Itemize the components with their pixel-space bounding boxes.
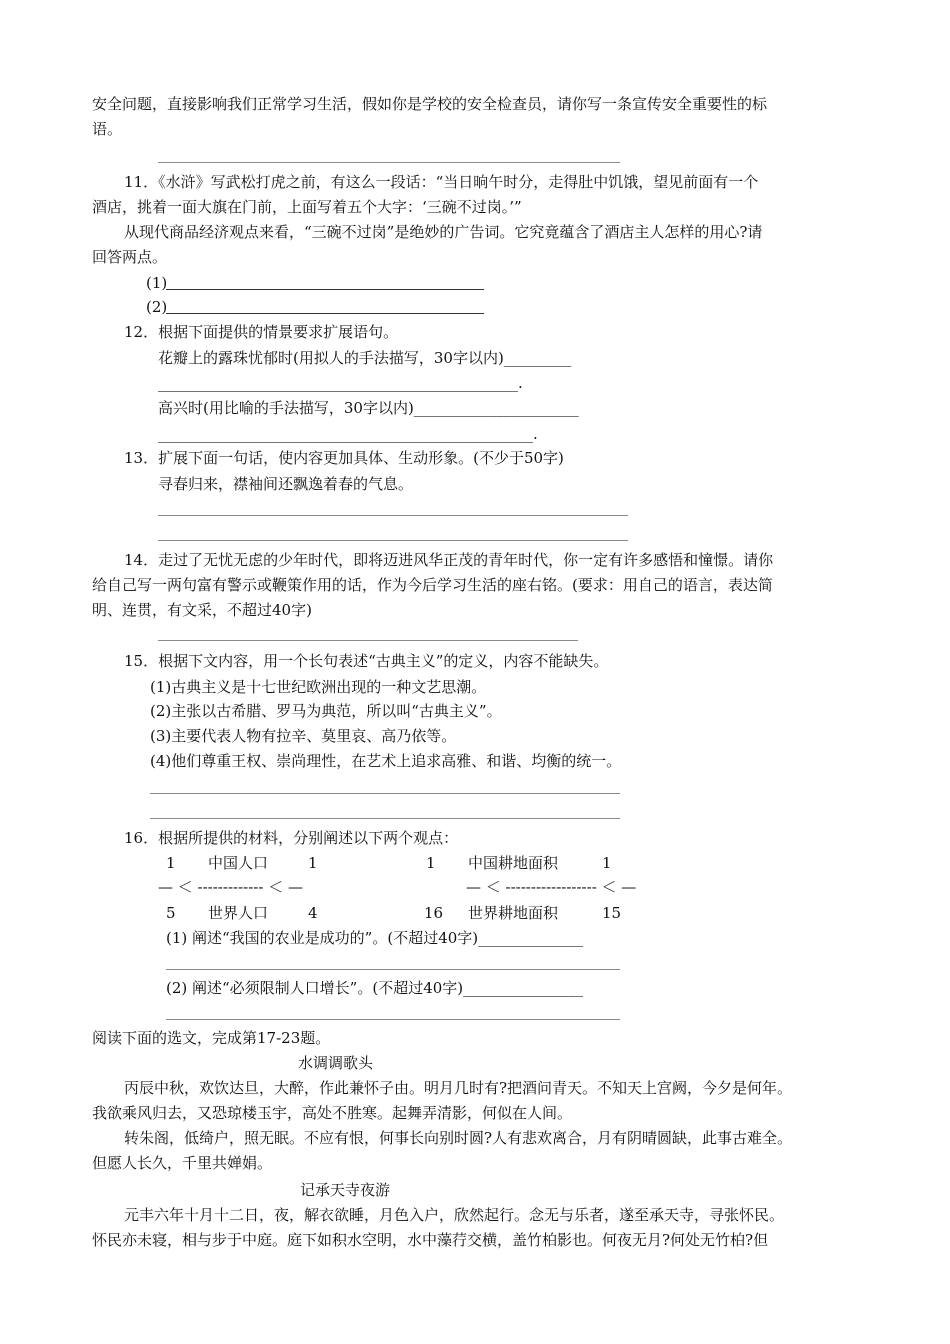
q16-sub-2: (2) 阐述“必须限制人口增长”。(不超过40字)________________	[166, 979, 584, 997]
q11-option-1-label: (1)	[146, 274, 168, 292]
q16-right-bottom-label: 世界耕地面积	[468, 904, 559, 922]
q13-line-2: 寻春归来，襟袖间还飘逸着春的气息。	[158, 475, 414, 493]
q16-right-top-label: 中国耕地面积	[468, 854, 559, 872]
poem-para-1-line-1: 丙辰中秋，欢饮达旦，大醉，作此兼怀子由。明月几时有?把酒问青天。不知天上宫阙，今夕是何年。	[124, 1079, 793, 1097]
q16-left-bottom-right-number: 4	[308, 904, 318, 922]
q11-line-2: 酒店，挑着一面大旗在门前，上面写着五个大字：‘三碗不过岗。’”	[92, 198, 522, 216]
q15-answer-line-2[interactable]	[150, 818, 620, 819]
q16-left-bottom-label: 世界人口	[208, 904, 269, 922]
q15-answer-line-1[interactable]	[150, 793, 620, 794]
poem-para-2-line-1: 转朱阁，低绮户，照无眠。不应有恨，何事长向别时圆?人有悲欢离合，月有阴晴圆缺，此事古难全。	[124, 1129, 793, 1147]
prose-line-1: 元丰六年十月十二日，夜，解衣欲睡，月色入户，欣然起行。念无与乐者，遂至承天寺，寻张怀民。	[124, 1206, 785, 1224]
q16-answer-line-1[interactable]	[166, 969, 620, 970]
q14-answer-line[interactable]	[158, 640, 578, 641]
poem-title: 水调调歌头	[298, 1054, 374, 1072]
q11-line-4: 回答两点。	[92, 248, 168, 266]
poem-para-1-line-2: 我欲乘风归去，又恐琼楼玉宇，高处不胜寒。起舞弄清影，何似在人间。	[92, 1104, 573, 1122]
q16-right-bottom-number: 16	[424, 904, 444, 922]
q11-answer-line-2[interactable]	[166, 313, 484, 314]
q15-item-2: (2)主张以古希腊、罗马为典范，所以叫“古典主义”。	[150, 702, 502, 720]
q16-sub-1: (1) 阐述“我国的农业是成功的”。(不超过40字)______________	[166, 929, 584, 947]
q13-answer-line-2[interactable]	[158, 540, 628, 541]
q13-line-1: 13．扩展下面一句话，使内容更加具体、生动形象。(不少于50字)	[124, 449, 564, 467]
q11-option-2-label: (2)	[146, 298, 168, 316]
q16-right-bottom-right-number: 15	[602, 904, 622, 922]
q12-line-4: 高兴时(用比喻的手法描写，30字以内)______________________	[158, 399, 579, 417]
q15-line-1: 15．根据下文内容，用一个长句表述“古典主义”的定义，内容不能缺失。	[124, 652, 609, 670]
q16-right-comparison: — ＜ ------------------ ＜ —	[466, 878, 637, 896]
q11-line-1: 11．《水浒》写武松打虎之前，有这么一段话：“当日晌午时分，走得肚中饥饿，望见前面有一个	[124, 173, 759, 191]
q16-left-top-right-number: 1	[308, 854, 318, 872]
q16-answer-line-2[interactable]	[166, 1019, 620, 1020]
reading-intro: 阅读下面的选文，完成第17-23题。	[92, 1029, 331, 1047]
q11-answer-line-1[interactable]	[166, 289, 484, 290]
q12-line-5: __________________________________________________.	[158, 425, 538, 443]
q16-right-top-number: 1	[426, 854, 436, 872]
q14-line-1: 14．走过了无忧无虑的少年时代，即将迈进风华正茂的青年时代，你一定有许多感悟和憧憬。请你	[124, 551, 774, 569]
q12-line-1: 12．根据下面提供的情景要求扩展语句。	[124, 323, 399, 341]
q12-line-3: ________________________________________________.	[158, 374, 523, 392]
q16-left-top-number: 1	[166, 854, 176, 872]
prose-title: 记承天寺夜游	[300, 1181, 391, 1199]
q13-answer-line-1[interactable]	[158, 515, 628, 516]
q16-left-comparison: — ＜ ------------- ＜ —	[158, 878, 303, 896]
q16-left-top-label: 中国人口	[208, 854, 269, 872]
q16-right-top-right-number: 1	[602, 854, 612, 872]
prose-line-2: 怀民亦未寝，相与步于中庭。庭下如积水空明，水中藻荇交横，盖竹柏影也。何夜无月?何处无竹柏?但	[92, 1231, 769, 1249]
q12-line-2: 花瓣上的露珠忧郁时(用拟人的手法描写，30字以内)_________	[158, 349, 572, 367]
intro-line-2: 语。	[92, 120, 123, 138]
intro-line-1: 安全问题，直接影响我们正常学习生活，假如你是学校的安全检查员，请你写一条宣传安全重要性的标	[92, 95, 768, 113]
q15-item-4: (4)他们尊重王权、崇尚理性，在艺术上追求高雅、和谐、均衡的统一。	[150, 752, 622, 770]
q11-line-3: 从现代商品经济观点来看，“三碗不过岗”是绝妙的广告词。它究竟蕴含了酒店主人怎样的用心?请	[124, 223, 763, 241]
q14-line-3: 明、连贯，有文采，不超过40字)	[92, 601, 312, 619]
poem-para-2-line-2: 但愿人长久，千里共婵娟。	[92, 1154, 273, 1172]
q16-line-1: 16．根据所提供的材料，分别阐述以下两个观点：	[124, 829, 459, 847]
q16-left-bottom-number: 5	[166, 904, 176, 922]
q15-item-1: (1)古典主义是十七世纪欧洲出现的一种文艺思潮。	[150, 678, 487, 696]
q15-item-3: (3)主要代表人物有拉辛、莫里哀、高乃依等。	[150, 727, 457, 745]
q14-line-2: 给自己写一两句富有警示或鞭策作用的话，作为今后学习生活的座右铭。(要求：用自己的语言，表达简	[92, 576, 773, 594]
answer-line-intro[interactable]	[158, 162, 620, 163]
